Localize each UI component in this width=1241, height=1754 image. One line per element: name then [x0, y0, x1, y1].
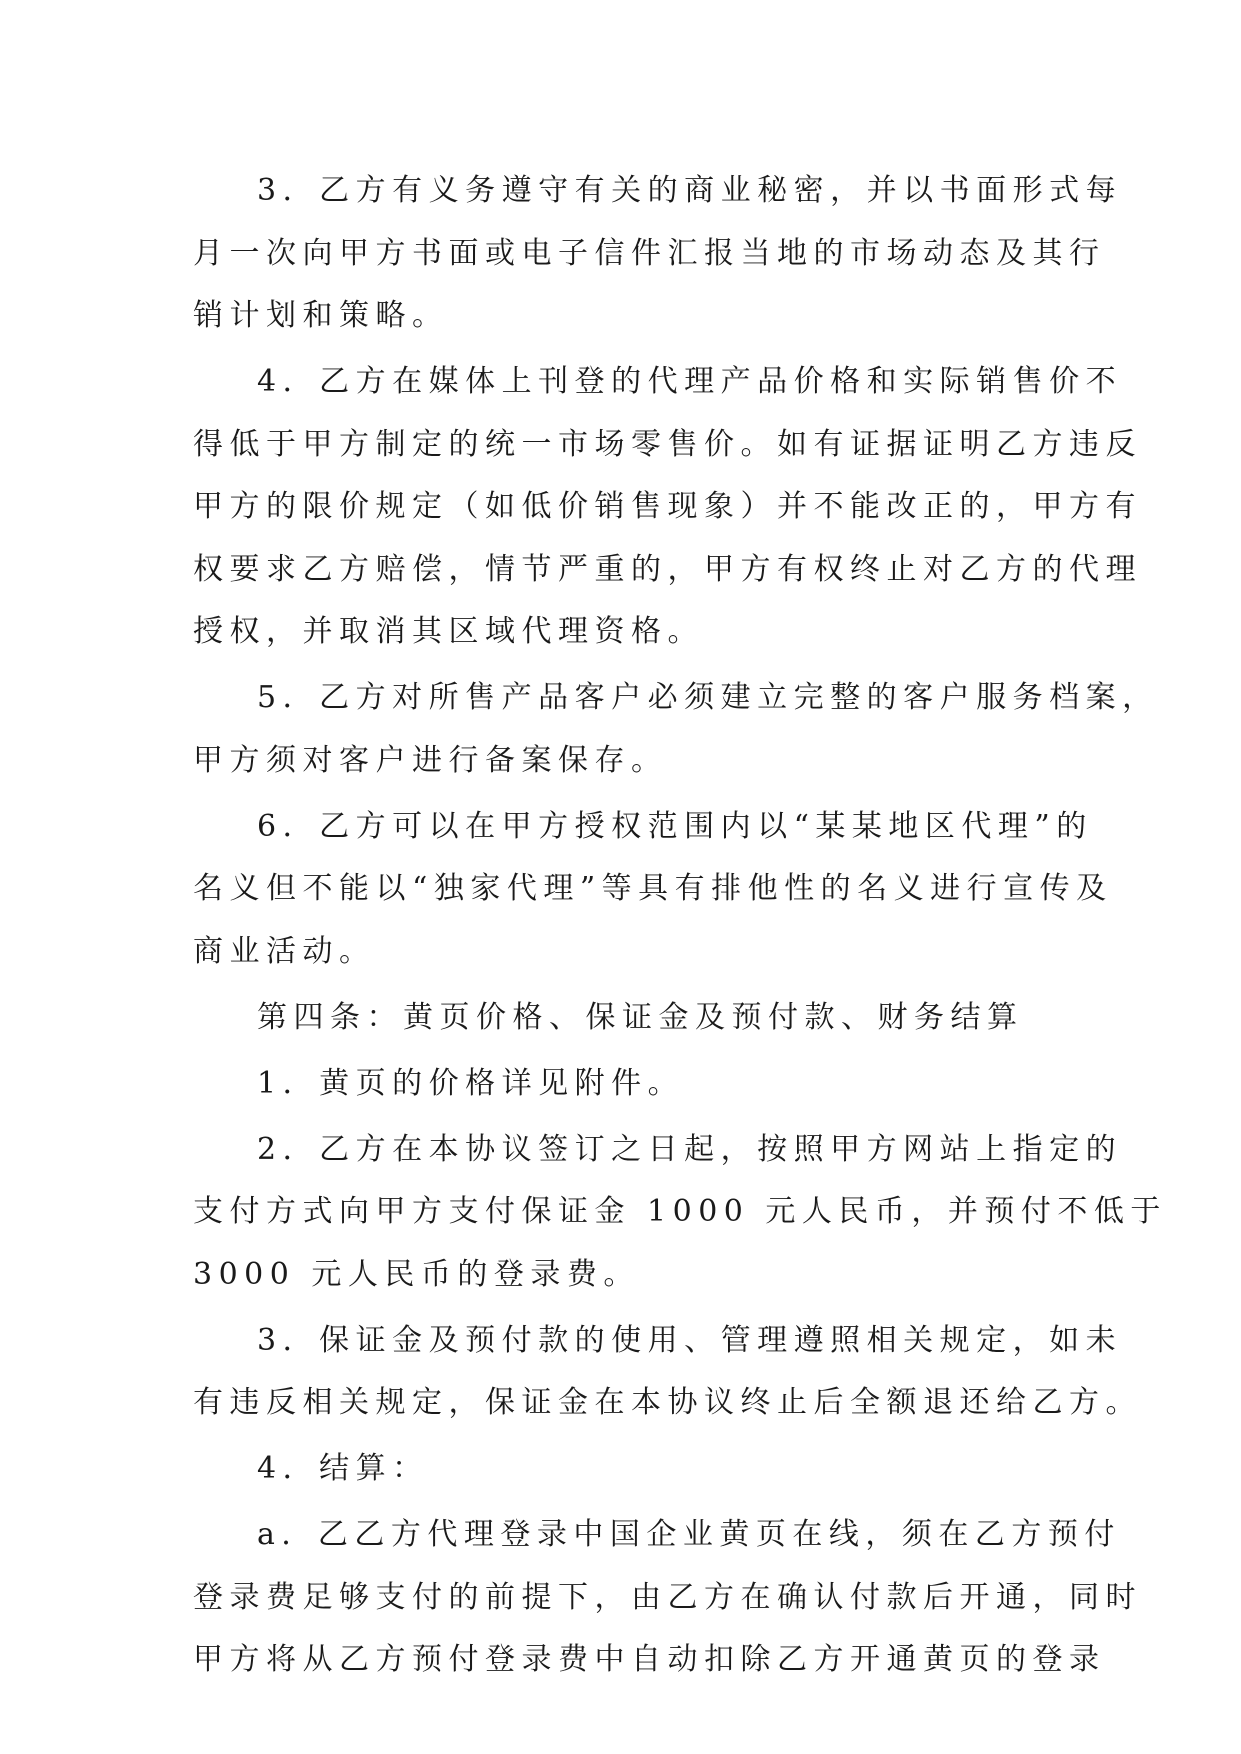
paragraph-line: 支付方式向甲方支付保证金 1000 元人民币，并预付不低于	[193, 1194, 1167, 1229]
paragraph-line: 1．黄页的价格详见附件。	[257, 1065, 685, 1101]
paragraph-line: 商业活动。	[193, 933, 376, 969]
section-heading: 第四条：黄页价格、保证金及预付款、财务结算	[257, 999, 1024, 1035]
paragraph-line: 3．乙方有义务遵守有关的商业秘密，并以书面形式每	[257, 173, 1123, 208]
paragraph-line: a．乙乙方代理登录中国企业黄页在线，须在乙方预付	[257, 1517, 1121, 1552]
paragraph-line: 有违反相关规定，保证金在本协议终止后全额退还给乙方。	[193, 1385, 1142, 1420]
paragraph-line: 4．乙方在媒体上刊登的代理产品价格和实际销售价不	[257, 364, 1123, 399]
paragraph-line: 甲方须对客户进行备案保存。	[193, 742, 668, 778]
paragraph-line: 2．乙方在本协议签订之日起，按照甲方网站上指定的	[257, 1131, 1123, 1167]
paragraph-line: 月一次向甲方书面或电子信件汇报当地的市场动态及其行	[193, 235, 1106, 271]
document-body	[193, 160, 1167, 1692]
paragraph-line: 名义但不能以“独家代理”等具有排他性的名义进行宣传及	[193, 871, 1113, 906]
paragraph-line: 甲方将从乙方预付登录费中自动扣除乙方开通黄页的登录	[193, 1642, 1106, 1677]
paragraph-line: 3000 元人民币的登录费。	[193, 1256, 640, 1292]
paragraph-line: 权要求乙方赔偿，情节严重的，甲方有权终止对乙方的代理	[193, 551, 1142, 587]
paragraph-line: 销计划和策略。	[193, 298, 449, 333]
paragraph-line: 6．乙方可以在甲方授权范围内以“某某地区代理”的	[257, 808, 1093, 844]
paragraph-line: 5．乙方对所售产品客户必须建立完整的客户服务档案，	[257, 680, 1159, 715]
paragraph-line: 甲方的限价规定（如低价销售现象）并不能改正的，甲方有	[193, 489, 1142, 524]
paragraph-line: 3．保证金及预付款的使用、管理遵照相关规定，如未	[257, 1322, 1123, 1358]
paragraph-line: 4．结算：	[257, 1451, 429, 1486]
paragraph-line: 授权，并取消其区域代理资格。	[193, 614, 704, 649]
paragraph-line: 登录费足够支付的前提下，由乙方在确认付款后开通，同时	[193, 1579, 1142, 1615]
paragraph-line: 得低于甲方制定的统一市场零售价。如有证据证明乙方违反	[193, 426, 1142, 462]
